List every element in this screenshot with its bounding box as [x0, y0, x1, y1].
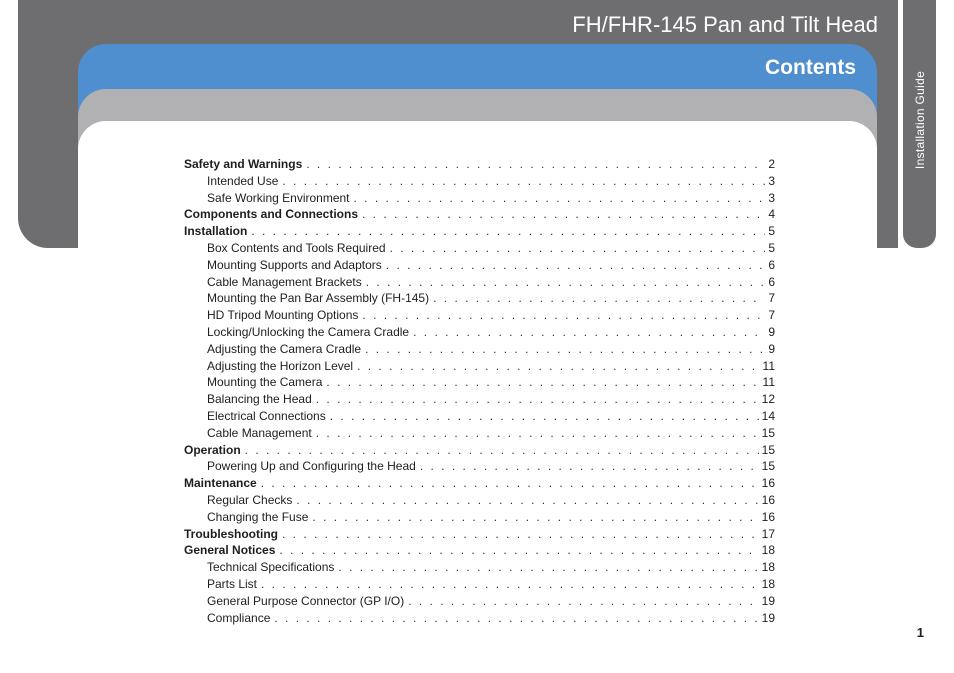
toc-leader-dots: [365, 341, 765, 358]
toc-leader-dots: [274, 610, 758, 627]
toc-entry[interactable]: [184, 156, 775, 173]
toc-entry[interactable]: [184, 492, 775, 509]
toc-leader-dots: [261, 576, 759, 593]
toc-leader-dots: [413, 324, 765, 341]
toc-entry-label: Troubleshooting: [184, 526, 278, 541]
toc-leader-dots: [306, 156, 765, 173]
toc-entry-label: Box Contents and Tools Required: [207, 240, 386, 255]
toc-leader-dots: [326, 374, 759, 391]
toc-entry-page: 16: [761, 492, 775, 507]
toc-entry-label: Safe Working Environment: [207, 190, 350, 205]
toc-entry-page: 19: [761, 593, 775, 608]
toc-leader-dots: [282, 526, 759, 543]
side-tab-label: Installation Guide: [912, 70, 927, 170]
page-number: 1: [916, 625, 924, 640]
toc-leader-dots: [316, 391, 759, 408]
toc-entry-label: Compliance: [207, 610, 271, 625]
toc-entry-label: Parts List: [207, 576, 258, 591]
toc-entry-page: 18: [761, 576, 775, 591]
toc-entry-page: 19: [761, 610, 775, 625]
toc-entry[interactable]: [184, 559, 775, 576]
toc-entry-label: Cable Management: [207, 425, 312, 440]
toc-entry-page: 2: [768, 157, 775, 171]
toc-entry[interactable]: [184, 442, 775, 459]
toc-leader-dots: [362, 206, 765, 223]
toc-entry-label: Cable Management Brackets: [207, 274, 362, 289]
section-title: Contents: [765, 56, 856, 79]
toc-entry-label: Regular Checks: [207, 492, 293, 507]
toc-entry-page: 4: [768, 207, 775, 222]
side-tab-label-container: [903, 0, 936, 248]
toc-entry-page: 6: [768, 274, 775, 289]
toc-entry-label: Changing the Fuse: [207, 509, 309, 524]
toc-leader-dots: [251, 223, 765, 240]
toc-entry[interactable]: [184, 610, 775, 627]
toc-leader-dots: [316, 425, 759, 442]
toc-leader-dots: [261, 475, 759, 492]
toc-entry[interactable]: [184, 257, 775, 274]
toc-entry-label: Components and Connections: [184, 207, 358, 222]
toc-entry-page: 3: [768, 173, 775, 188]
toc-entry[interactable]: [184, 190, 775, 207]
toc-entry-label: Installation: [184, 224, 248, 239]
toc-entry[interactable]: [184, 206, 775, 223]
toc-entry-label: Mounting the Pan Bar Assembly (FH-145): [207, 291, 430, 306]
toc-entry[interactable]: [184, 526, 775, 543]
toc-entry-page: 14: [761, 408, 775, 423]
toc-entry-page: 15: [761, 425, 775, 440]
toc-entry-label: Maintenance: [184, 476, 257, 491]
toc-leader-dots: [386, 257, 766, 274]
toc-entry-page: 12: [761, 392, 775, 407]
toc-entry-page: 15: [761, 442, 775, 457]
toc-leader-dots: [390, 240, 766, 257]
toc-entry-label: Locking/Unlocking the Camera Cradle: [207, 324, 410, 339]
toc-entry-page: 16: [761, 509, 775, 524]
toc-entry-label: Safety and Warnings: [184, 157, 303, 171]
toc-entry-page: 3: [768, 190, 775, 205]
toc-entry[interactable]: [184, 475, 775, 492]
toc-leader-dots: [296, 492, 758, 509]
toc-entry[interactable]: [184, 542, 775, 559]
toc-entry[interactable]: [184, 274, 775, 291]
toc-entry-label: General Notices: [184, 543, 276, 558]
toc-leader-dots: [312, 509, 758, 526]
toc-leader-dots: [420, 458, 759, 475]
toc-entry[interactable]: [184, 290, 775, 307]
toc-entry-page: 9: [768, 324, 775, 339]
toc-entry-label: Powering Up and Configuring the Head: [207, 459, 416, 474]
toc-entry-label: General Purpose Connector (GP I/O): [207, 593, 405, 608]
toc-entry-label: Mounting the Camera: [207, 375, 323, 390]
toc-entry-page: 17: [761, 526, 775, 541]
toc-entry[interactable]: [184, 408, 775, 425]
toc-entry-page: 16: [761, 476, 775, 491]
toc-leader-dots: [330, 408, 759, 425]
toc-leader-dots: [357, 358, 759, 375]
toc-entry-label: Technical Specifications: [207, 560, 335, 575]
toc-entry[interactable]: [184, 324, 775, 341]
toc-entry[interactable]: [184, 173, 775, 190]
document-title: FH/FHR-145 Pan and Tilt Head: [572, 12, 878, 37]
toc-entry-page: 5: [768, 224, 775, 239]
toc-entry[interactable]: [184, 307, 775, 324]
toc-entry-page: 6: [768, 257, 775, 272]
toc-entry-label: Intended Use: [207, 173, 279, 188]
toc-entry[interactable]: [184, 458, 775, 475]
toc-entry-page: 5: [768, 240, 775, 255]
toc-entry[interactable]: [184, 509, 775, 526]
toc-entry-page: 7: [768, 291, 775, 306]
toc-leader-dots: [433, 290, 765, 307]
toc-entry-page: 18: [761, 560, 775, 575]
toc-entry[interactable]: [184, 391, 775, 408]
toc-entry-page: 9: [768, 341, 775, 356]
toc-leader-dots: [279, 542, 758, 559]
toc-entry[interactable]: [184, 358, 775, 375]
toc-entry[interactable]: [184, 341, 775, 358]
toc-entry[interactable]: [184, 240, 775, 257]
toc-entry[interactable]: [184, 576, 775, 593]
toc-entry-label: Operation: [184, 442, 241, 457]
toc-entry-label: Adjusting the Camera Cradle: [207, 341, 362, 356]
toc-entry-page: 15: [761, 459, 775, 474]
toc-leader-dots: [338, 559, 758, 576]
toc-entry-page: 11: [762, 358, 775, 373]
toc-entry[interactable]: [184, 223, 775, 240]
toc-entry-page: 7: [768, 308, 775, 323]
toc-leader-dots: [282, 173, 765, 190]
toc-entry-label: Adjusting the Horizon Level: [207, 358, 354, 373]
toc-entry-page: 18: [761, 543, 775, 558]
toc-leader-dots: [408, 593, 758, 610]
toc-entry-label: Electrical Connections: [207, 408, 326, 423]
toc-entry-label: Balancing the Head: [207, 392, 312, 407]
toc-entry-label: HD Tripod Mounting Options: [207, 308, 359, 323]
toc-entry-label: Mounting Supports and Adaptors: [207, 257, 382, 272]
toc-leader-dots: [245, 442, 759, 459]
toc-leader-dots: [366, 274, 766, 291]
toc-entry[interactable]: [184, 593, 775, 610]
toc-entry-page: 11: [762, 375, 775, 390]
table-of-contents: [184, 156, 775, 626]
toc-leader-dots: [362, 307, 765, 324]
toc-entry[interactable]: [184, 425, 775, 442]
toc-leader-dots: [354, 190, 766, 207]
toc-entry[interactable]: [184, 374, 775, 391]
